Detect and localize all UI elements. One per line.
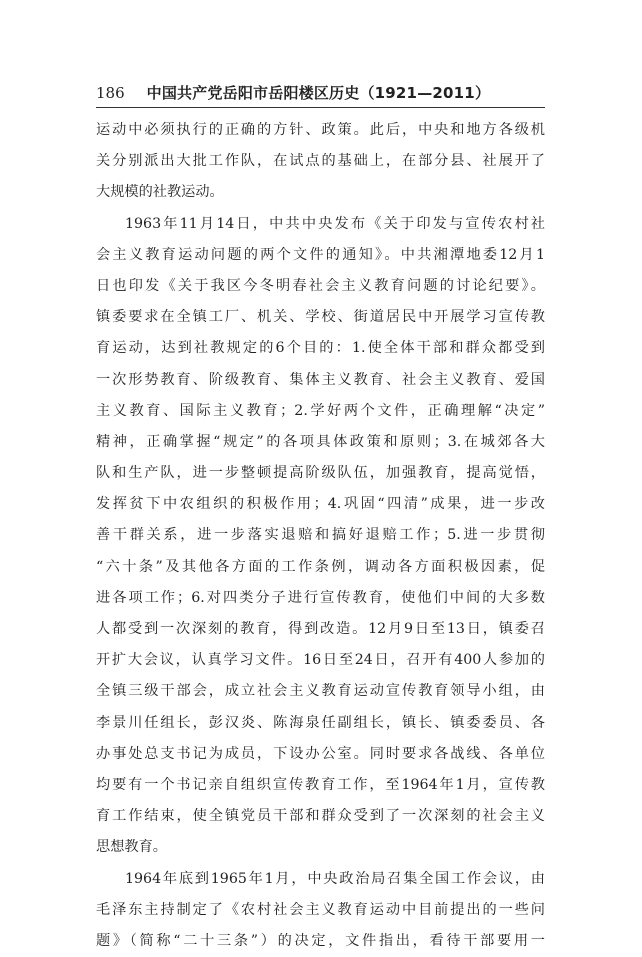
text-line: 精神，正确掌握“规定”的各项具体政策和原则；3.在城郊各大 [96,433,545,450]
text-line: 发挥贫下中农组织的积极作用；4.巩固“四清”成果，进一步改 [96,496,545,513]
text-line: 人都受到一次深刻的教育，得到改造。12月9日至13日，镇委召 [96,621,545,637]
text-line: 1964年底到1965年1月，中央政治局召集全国工作会议，由 [125,870,545,887]
text-line: 会主义教育运动问题的两个文件的通知》。中共湘潭地委12月1 [96,246,545,263]
text-line: 日也印发《关于我区今冬明春社会主义教育问题的讨论纪要》。 [96,277,545,294]
text-line: 1963年11月14日，中共中央发布《关于印发与宣传农村社 [125,215,545,232]
text-line: 队和生产队，进一步整顿提高阶级队伍，加强教育，提高觉悟， [96,465,545,482]
text-line: 李景川任组长，彭汉炎、陈海泉任副组长，镇长、镇委委员、各 [96,714,545,731]
text-line: 一次形势教育、阶级教育、集体主义教育、社会主义教育、爱国 [96,371,545,388]
running-title: 中国共产党岳阳市岳阳楼区历史（1921—2011） [146,84,491,102]
text-line: 题》（简称“二十三条”）的决定，文件指出，看待干部要用一 [96,932,545,949]
text-line: 运动中必须执行的正确的方针、政策。此后，中央和地方各级机 [96,122,545,138]
text-line: 办事处总支书记为成员，下设办公室。同时要求各战线、各单位 [96,745,545,762]
text-line: 全镇三级干部会，成立社会主义教育运动宣传教育领导小组，由 [96,683,545,700]
text-line: 育工作结束，使全镇党员干部和群众受到了一次深刻的社会主义 [96,808,545,825]
text-line: 主义教育、国际主义教育；2.学好两个文件，正确理解“决定” [96,402,545,419]
text-line: 镇委要求在全镇工厂、机关、学校、街道居民中开展学习宣传教 [96,309,545,326]
text-line: 关分别派出大批工作队，在试点的基础上，在部分县、社展开了 [96,153,545,170]
text-line: 善干群关系，进一步落实退赔和搞好退赔工作；5.进一步贯彻 [96,527,545,544]
text-line: 思想教育。 [96,839,167,856]
text-line: 开扩大会议，认真学习文件。16日至24日，召开有400人参加的 [96,652,545,669]
body-text [96,115,545,957]
text-line: 育运动，达到社教规定的6个目的：1.使全体干部和群众都受到 [96,340,545,357]
text-line: 均要有一个书记亲自组织宣传教育工作，至1964年1月，宣传教 [96,776,545,793]
header-rule [96,107,545,108]
text-line: “六十条”及其他各方面的工作条例，调动各方面积极因素，促 [96,558,545,575]
page-number: 186 [96,84,125,102]
text-line: 毛泽东主持制定了《农村社会主义教育运动中目前提出的一些问 [96,901,545,918]
text-line: 大规模的社教运动。 [96,184,224,201]
text-line: 进各项工作；6.对四类分子进行宣传教育，使他们中间的大多数 [96,589,545,606]
page-header [96,82,546,104]
